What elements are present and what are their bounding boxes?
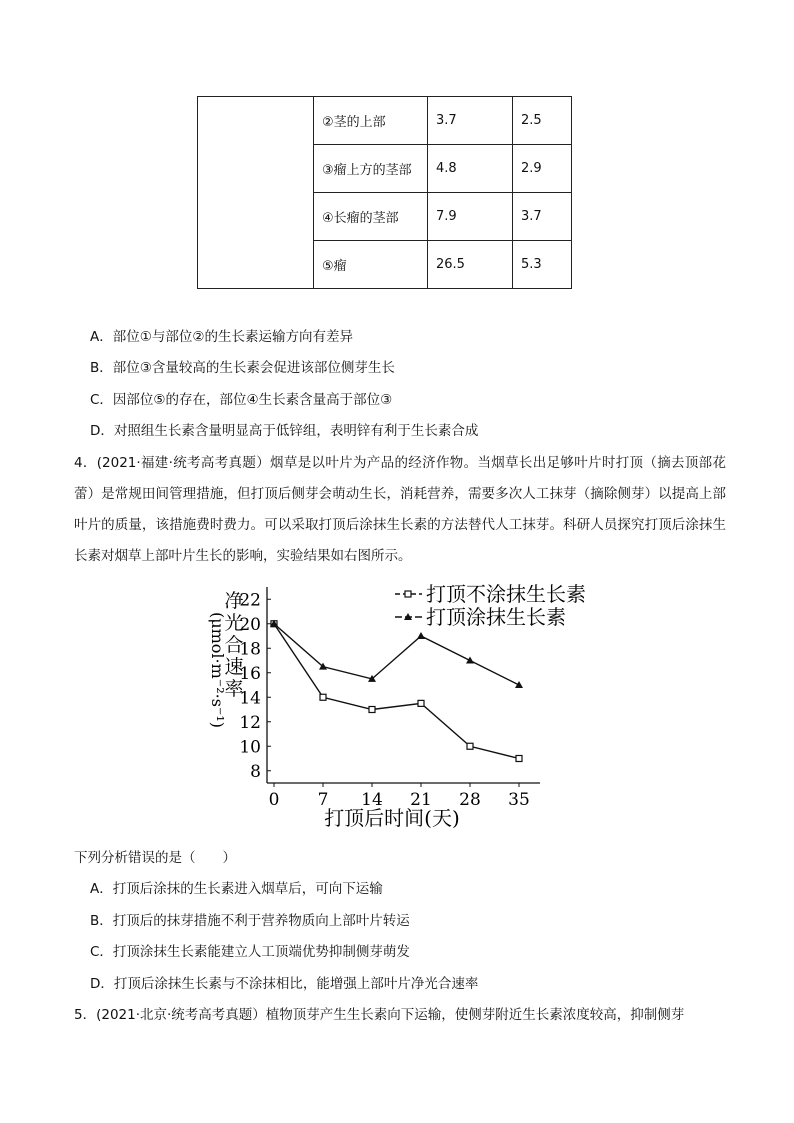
table-cell-value: 7.9 — [428, 193, 513, 241]
legend-marker — [405, 591, 411, 597]
q3-option-a: A．部位①与部位②的生长素运输方向有差异 — [90, 329, 353, 345]
table-cell-value: 3.7 — [513, 193, 572, 241]
series-line-2 — [274, 624, 519, 685]
y-label-char: 合 — [224, 634, 244, 656]
table-cell-part: ⑤瘤 — [314, 241, 428, 289]
y-tick-label: 8 — [250, 761, 261, 782]
data-point — [467, 743, 473, 749]
auxin-table — [197, 96, 572, 289]
chart-series — [270, 620, 523, 762]
q4-option-a: A．打顶后涂抹的生长素进入烟草后，可向下运输 — [90, 881, 383, 897]
table-cell-part: ③瘤上方的茎部 — [314, 145, 428, 193]
x-tick-label: 0 — [268, 790, 280, 810]
table-cell-value: 5.3 — [513, 241, 572, 289]
data-point — [516, 756, 522, 762]
y-tick-label: 20 — [239, 614, 261, 635]
data-point — [418, 700, 424, 706]
q4-option-b: B．打顶后的抹芽措施不利于营养物质向上部叶片转运 — [90, 913, 410, 929]
net-photosynthesis-chart — [190, 575, 610, 840]
x-axis-label: 打顶后时间(天) — [324, 806, 460, 830]
y-tick-label: 18 — [239, 639, 261, 660]
y-tick-label: 14 — [239, 688, 261, 709]
data-point — [417, 632, 425, 639]
data-point — [515, 681, 523, 688]
chart-legend — [395, 582, 586, 629]
table-cell-value: 26.5 — [428, 241, 513, 289]
q3-option-d: D．对照组生长素含量明显高于低锌组，表明锌有利于生长素合成 — [90, 423, 479, 439]
table-cell-part: ②茎的上部 — [314, 97, 428, 145]
q4-option-d: D．打顶后涂抹生长素与不涂抹相比，能增强上部叶片净光合速率 — [90, 976, 479, 992]
table-cell-part: ④长瘤的茎部 — [314, 193, 428, 241]
y-label-char: 速 — [224, 656, 244, 678]
series-line-1 — [274, 624, 519, 759]
table-cell-value: 4.8 — [428, 145, 513, 193]
x-tick-label: 21 — [410, 790, 432, 810]
table-cell-value: 3.7 — [428, 97, 513, 145]
q4-option-c: C．打顶涂抹生长素能建立人工顶端优势抑制侧芽萌发 — [90, 944, 410, 960]
legend-label: 打顶不涂抹生长素 — [426, 582, 586, 606]
table-cell-value: 2.5 — [513, 97, 572, 145]
y-tick-label: 22 — [239, 590, 261, 611]
data-point — [466, 657, 474, 664]
x-tick-label: 28 — [459, 790, 481, 810]
q3-option-c: C．因部位⑤的存在，部位④生长素含量高于部位③ — [90, 392, 393, 408]
q3-option-b: B．部位③含量较高的生长素会促进该部位侧芽生长 — [90, 360, 395, 376]
x-tick-label: 7 — [317, 790, 329, 810]
table-blank-cell — [198, 97, 314, 289]
y-label-unit: (μmol·m⁻²·s⁻¹) — [208, 611, 227, 729]
y-label-char: 率 — [224, 678, 244, 700]
y-tick-label: 16 — [239, 663, 261, 684]
x-tick-label: 14 — [361, 790, 383, 810]
y-label-char: 净 — [224, 590, 244, 612]
table-cell-value: 2.9 — [513, 145, 572, 193]
q4-stem: 下列分析错误的是（ ） — [74, 850, 236, 866]
q5-question-text: 5．(2021·北京·统考高考真题）植物顶芽产生生长素向下运输，使侧芽附近生长素浓度较高，抑制侧芽 — [74, 1007, 685, 1023]
y-axis-label — [208, 590, 244, 728]
y-tick-label: 10 — [239, 737, 261, 758]
data-point — [369, 707, 375, 713]
data-point — [320, 694, 326, 700]
x-tick-label: 35 — [508, 790, 530, 810]
table-row — [198, 97, 572, 145]
y-label-char: 光 — [224, 612, 244, 634]
y-tick-label: 12 — [239, 712, 261, 733]
legend-label: 打顶涂抹生长素 — [426, 605, 566, 629]
q4-question-text: 4．(2021·福建·统考高考真题）烟草是以叶片为产品的经济作物。当烟草长出足够叶片时打顶（摘去顶部花蕾）是常规田间管理措施，但打顶后侧芽会萌动生长，消耗营养，需要多次人工抹芽（摘除侧芽）以提高上部叶片的质量，该措施费时费力。可以采取打顶后涂抹生长素的方法替代人工抹芽。科研人员探究打顶后涂抹生长素对烟草上部叶片生长的影响，实验结果如右图所示。 — [74, 455, 726, 564]
